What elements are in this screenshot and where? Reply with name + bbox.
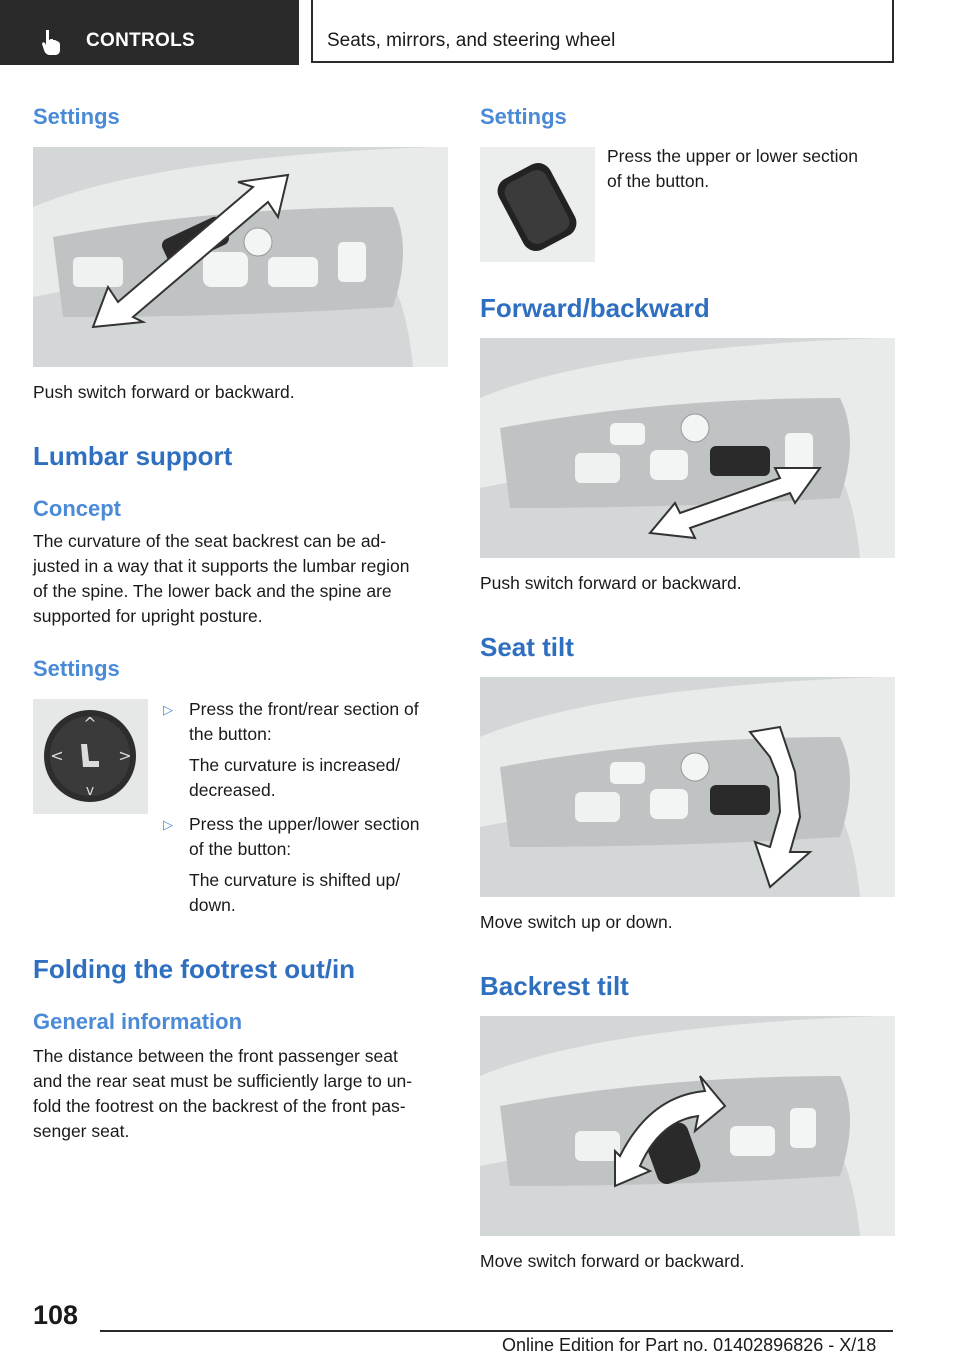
lumbar-support-heading: Lumbar support (33, 441, 233, 471)
bullet-line: Press the upper/lower section (189, 814, 420, 834)
footrest-heading: Folding the footrest out/in (33, 954, 356, 984)
header-section-title: CONTROLS (86, 30, 196, 51)
header-chapter-box (311, 0, 894, 63)
general-line: and the rear seat must be sufficiently large to un- (33, 1071, 413, 1091)
bullet-line: The curvature is increased/ (189, 755, 401, 775)
svg-text:>: > (118, 746, 132, 765)
concept-line: supported for upright posture. (33, 606, 263, 626)
header-chapter-title: Seats, mirrors, and steering wheel (327, 30, 616, 51)
backrest-tilt-heading: Backrest tilt (480, 971, 629, 1001)
press-line: of the button. (607, 171, 710, 191)
general-paragraph (33, 1044, 453, 1144)
concept-line: The curvature of the seat backrest can be ad- (33, 531, 387, 551)
concept-paragraph (33, 529, 453, 629)
concept-heading: Concept (33, 496, 121, 521)
forward-backward-heading: Forward/backward (480, 293, 710, 323)
forward-caption: Push switch forward or backward. (480, 573, 742, 593)
seat-forward-illustration (33, 147, 448, 367)
settings-heading-2: Settings (33, 656, 120, 681)
settings-heading-3: Settings (480, 104, 567, 129)
seat-tilt-illustration (480, 677, 895, 897)
push-caption-1: Push switch forward or backward. (33, 382, 295, 402)
bullet-line: The curvature is shifted up/ (189, 870, 401, 890)
backrest-tilt-caption: Move switch forward or backward. (480, 1251, 745, 1271)
bullet-triangle-icon: ▷ (163, 817, 173, 832)
bullet-line: the button: (189, 724, 272, 744)
bullet-line: decreased. (189, 780, 276, 800)
concept-line: of the spine. The lower back and the spine are (33, 581, 392, 601)
button-illustration (480, 147, 595, 262)
general-information-heading: General information (33, 1009, 243, 1034)
bullet-triangle-icon: ▷ (163, 702, 173, 717)
svg-text:<: < (50, 746, 64, 765)
footer-edition: Online Edition for Part no. 01402896826 - X/18 (502, 1335, 877, 1355)
settings-heading-1: Settings (33, 104, 120, 129)
header-section-tab (0, 0, 299, 65)
general-line: senger seat. (33, 1121, 130, 1141)
press-line: Press the upper or lower section (607, 146, 858, 166)
general-line: The distance between the front passenger seat (33, 1046, 398, 1066)
general-line: fold the footrest on the backrest of the front pas- (33, 1096, 406, 1116)
svg-text:^: ^ (83, 714, 97, 733)
page-number: 108 (33, 1300, 79, 1330)
hand-pointer-icon (38, 28, 64, 56)
press-paragraph (607, 144, 897, 194)
footer-divider (100, 1330, 893, 1332)
backrest-tilt-illustration (480, 1016, 895, 1236)
bullet-line: down. (189, 895, 236, 915)
bullet-line: Press the front/rear section of (189, 699, 419, 719)
bullet-line: of the button: (189, 839, 292, 859)
seat-tilt-heading: Seat tilt (480, 632, 574, 662)
concept-line: justed in a way that it supports the lumbar region (33, 556, 410, 576)
lumbar-button-illustration (33, 699, 148, 814)
svg-text:v: v (85, 783, 95, 799)
forward-backward-illustration (480, 338, 895, 558)
seat-tilt-caption: Move switch up or down. (480, 912, 673, 932)
